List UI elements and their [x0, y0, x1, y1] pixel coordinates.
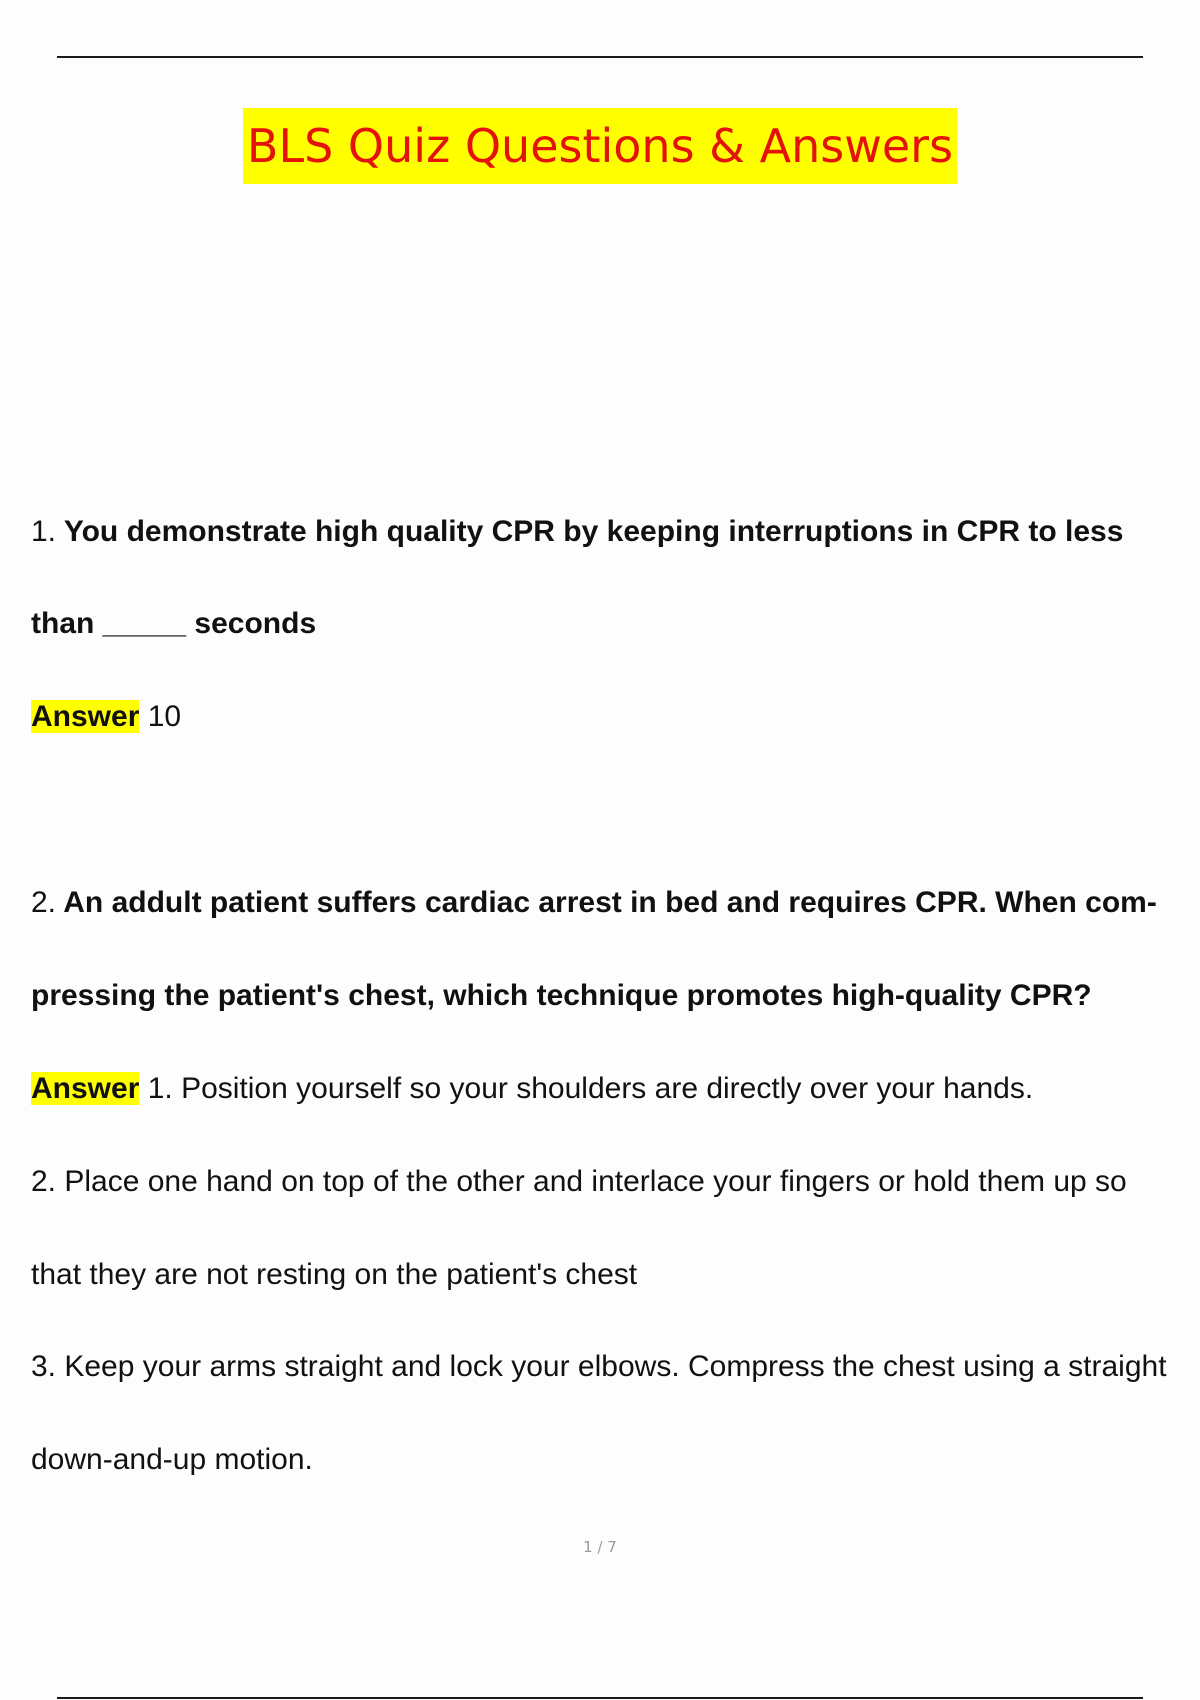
question-2-answer-text-2: 2. Place one hand on top of the other and interlace your fingers or hold them up so — [31, 1165, 1127, 1198]
question-2-answer-text-1: 1. Position yourself so your shoulders are directly over your hands. — [147, 1072, 1034, 1105]
question-2-line-1 — [31, 883, 1157, 923]
top-rule — [57, 56, 1143, 58]
question-2-answer-text-3: that they are not resting on the patient's chest — [31, 1258, 638, 1291]
question-1-line-1 — [31, 512, 1123, 552]
question-2-answer-line-4 — [31, 1347, 1167, 1387]
question-2-text-1: An addult patient suffers cardiac arrest in bed and requires CPR. When com- — [63, 886, 1157, 919]
question-2-answer-text-5: down-and-up motion. — [31, 1443, 313, 1476]
question-2-answer-line-1 — [31, 1069, 1033, 1109]
question-1-line-2 — [31, 604, 316, 644]
question-2-answer-text-4: 3. Keep your arms straight and lock your elbows. Compress the chest using a straight — [31, 1350, 1167, 1383]
answer-label: Answer — [31, 1072, 140, 1105]
page-number: 1 / 7 — [583, 1538, 617, 1556]
title-container — [0, 108, 1200, 184]
question-1-text-1: You demonstrate high quality CPR by keeping interruptions in CPR to less — [63, 515, 1124, 548]
question-1-number: 1. — [31, 515, 57, 548]
question-2-answer-line-3 — [31, 1255, 637, 1295]
question-2-answer-line-2 — [31, 1162, 1127, 1202]
question-1-text-2: than _____ seconds — [31, 607, 317, 640]
document-title: BLS Quiz Questions & Answers — [243, 108, 957, 184]
question-1-answer-text: 10 — [147, 700, 182, 733]
question-2-line-2 — [31, 976, 1092, 1016]
question-1-answer — [31, 697, 181, 737]
question-2-text-2: pressing the patient's chest, which technique promotes high-quality CPR? — [31, 979, 1092, 1012]
answer-label: Answer — [31, 700, 140, 733]
question-2-answer-line-5 — [31, 1440, 313, 1480]
bottom-rule — [57, 1697, 1143, 1699]
question-2-number: 2. — [31, 886, 57, 919]
